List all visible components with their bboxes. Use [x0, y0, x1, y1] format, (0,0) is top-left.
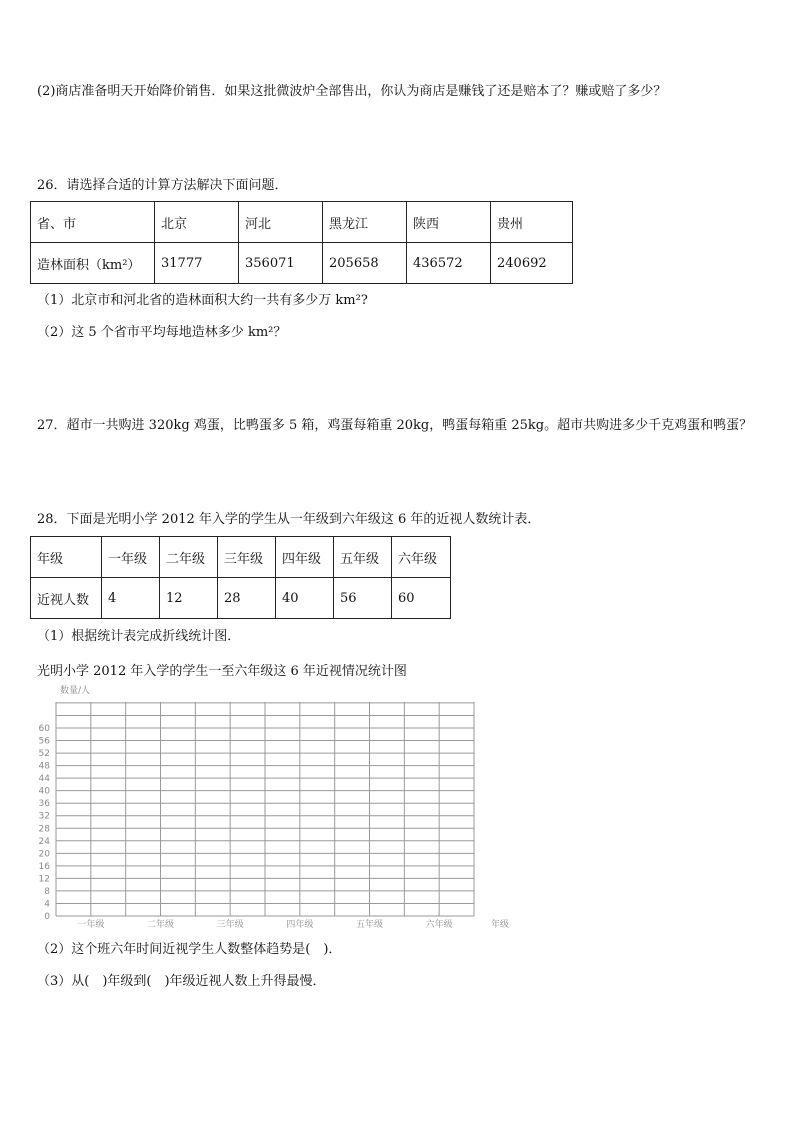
- question-28-stem: 28．下面是光明小学 2012 年入学的学生从一年级到六年级这 6 年的近视人数统计表．: [37, 512, 541, 527]
- table-cell: 436572: [407, 243, 491, 284]
- chart-x-axis-label: 年级: [490, 920, 510, 930]
- x-tick-label: 三年级: [216, 920, 244, 930]
- afforestation-table: [30, 201, 573, 284]
- y-tick-label: 16: [38, 861, 50, 872]
- chart-title: 光明小学 2012 年入学的学生一至六年级这 6 年近视情况统计图: [37, 664, 407, 679]
- y-tick-label: 52: [38, 749, 50, 760]
- chart-x-ticks: [77, 918, 452, 930]
- table-cell: 31777: [155, 243, 239, 284]
- table-cell: 56: [334, 578, 392, 619]
- table-cell: 年级: [31, 537, 102, 578]
- table-cell: 四年级: [276, 537, 334, 578]
- table-cell: 40: [276, 578, 334, 619]
- y-tick-label: 8: [44, 886, 50, 897]
- table-cell: 贵州: [491, 202, 573, 243]
- table-cell: 三年级: [218, 537, 276, 578]
- table-cell: 205658: [323, 243, 407, 284]
- table-cell: 60: [392, 578, 451, 619]
- table-cell: 河北: [239, 202, 323, 243]
- x-tick-label: 二年级: [146, 920, 175, 930]
- y-tick-label: 0: [44, 912, 50, 922]
- x-tick-label: 五年级: [355, 920, 384, 930]
- table-row-label: 造林面积（km²）: [31, 243, 155, 284]
- table-cell: 省、市: [31, 202, 155, 243]
- x-tick-label: 六年级: [425, 920, 453, 930]
- table-cell: 五年级: [334, 537, 392, 578]
- table-cell: 一年级: [102, 537, 160, 578]
- question-25-part-2: (2)商店准备明天开始降价销售．如果这批微波炉全部售出，你认为商店是赚钱了还是赔本了？赚或赔了多少？: [37, 84, 667, 99]
- question-26-stem: 26．请选择合适的计算方法解决下面问题．: [37, 178, 288, 193]
- table-cell: 六年级: [392, 537, 451, 578]
- table-row: [31, 243, 573, 284]
- x-tick-label: 四年级: [286, 920, 314, 930]
- y-tick-label: 44: [38, 774, 50, 785]
- table-cell: 356071: [239, 243, 323, 284]
- y-tick-label: 20: [38, 849, 50, 860]
- chart-grid: [56, 702, 474, 916]
- question-26-sub-2: （2）这 5 个省市平均每地造林多少 km²？: [37, 325, 287, 340]
- table-cell: 陕西: [407, 202, 491, 243]
- table-row: [31, 578, 451, 619]
- table-cell: 黑龙江: [323, 202, 407, 243]
- question-28-sub-1: （1）根据统计表完成折线统计图．: [37, 629, 241, 644]
- table-cell: 4: [102, 578, 160, 619]
- table-header-row: [31, 537, 451, 578]
- question-28-sub-2: （2）这个班六年时间近视学生人数整体趋势是( )．: [37, 942, 342, 957]
- table-cell: 12: [160, 578, 218, 619]
- table-row-label: 近视人数: [31, 578, 102, 619]
- y-tick-label: 28: [38, 824, 50, 835]
- y-tick-label: 36: [38, 799, 50, 810]
- table-header-row: [31, 202, 573, 243]
- chart-y-ticks: [39, 724, 51, 922]
- table-cell: 240692: [491, 243, 573, 284]
- question-28-sub-3: （3）从( )年级到( )年级近视人数上升得最慢．: [37, 974, 326, 989]
- question-27: 27．超市一共购进 320kg 鸡蛋，比鸭蛋多 5 箱，鸡蛋每箱重 20kg，鸭蛋每箱重 25kg。超市共购进多少千克鸡蛋和鸭蛋？: [37, 418, 753, 433]
- table-cell: 二年级: [160, 537, 218, 578]
- chart-y-axis-label: 数量/人: [60, 686, 91, 696]
- x-tick-label: 一年级: [77, 920, 105, 930]
- y-tick-label: 60: [38, 724, 50, 734]
- y-tick-label: 32: [38, 811, 50, 822]
- y-tick-label: 40: [38, 786, 50, 797]
- table-cell: 28: [218, 578, 276, 619]
- question-26-sub-1: （1）北京市和河北省的造林面积大约一共有多少万 km²?: [37, 293, 368, 308]
- y-tick-label: 48: [38, 761, 50, 772]
- y-tick-label: 4: [44, 899, 50, 910]
- y-tick-label: 56: [38, 736, 50, 747]
- line-chart-grid: [30, 680, 510, 932]
- myopia-table: [30, 536, 451, 619]
- y-tick-label: 12: [38, 874, 50, 885]
- y-tick-label: 24: [38, 836, 50, 847]
- table-cell: 北京: [155, 202, 239, 243]
